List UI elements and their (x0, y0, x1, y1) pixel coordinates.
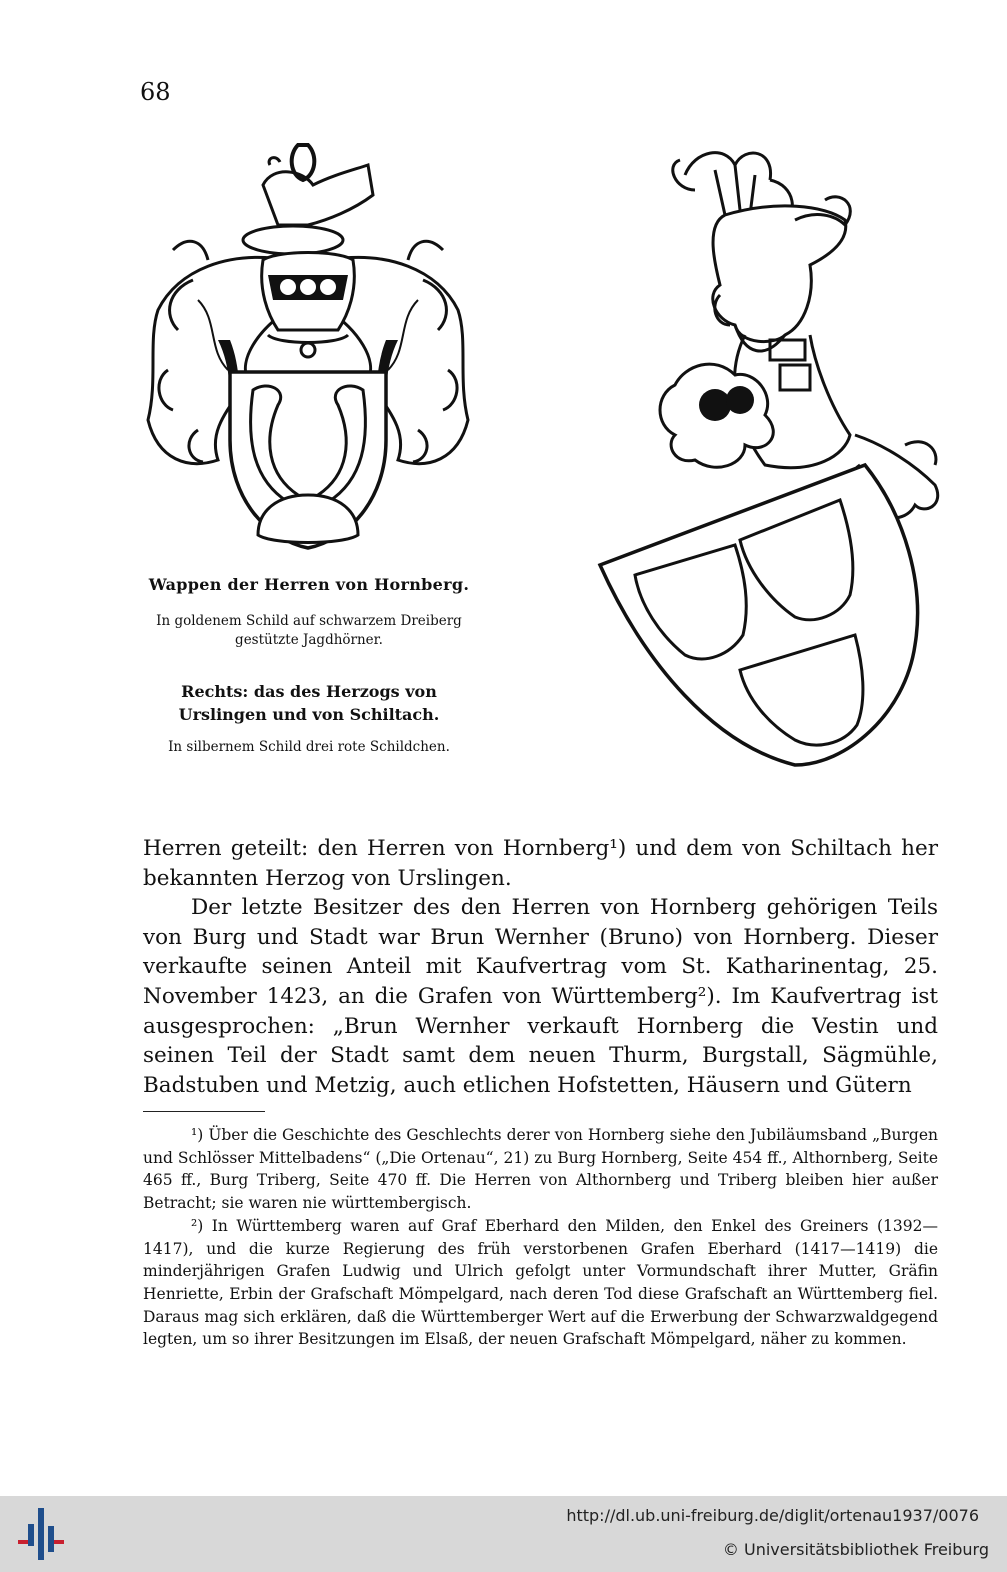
hornberg-coat-of-arms (138, 140, 478, 555)
page-number: 68 (140, 78, 171, 106)
right-caption-title: Rechts: das des Herzogs von Urslingen und von Schiltach. (178, 682, 440, 724)
copyright-notice: © Universitätsbibliothek Freiburg (722, 1540, 989, 1559)
right-caption-description: In silbernem Schild drei rote Schildchen. (168, 739, 450, 755)
footnote-1: ¹) Über die Geschichte des Geschlechts derer von Hornberg siehe den Jubiläumsband „Burgen und Schlösser Mittelbadens“ („Die Ortenau“, 21) zu Burg Hornberg, Seite 454 ff., Althornberg, Seite 465 ff., Burg Triberg, Seite 470 ff. Die Herren von Althornberg und Triberg bleiben hier außer Betracht; sie waren nie württembergisch. (143, 1126, 938, 1213)
library-footer (0, 1496, 1007, 1572)
footnote-2: ²) In Württemberg waren auf Graf Eberhard den Milden, den Enkel des Greiners (1392—1417), und die kurze Regierung des früh verstorbenen Grafen Eberhard (1417—1419) die minderjährigen Grafen Ludwig und Ulrich gefolgt unter Vormundschaft ihrer Mutter, Gräfin Henriette, Erbin der Grafschaft Mömpelgard, nach deren Tod diese Grafschaft an Württemberg fiel. Daraus mag sich erklären, daß die Württemberger Wert auf die Erwerbung der Schwarzwaldgegend legten, um so ihrer Besitzungen im Elsaß, der neuen Grafschaft Mömpelgard, näher zu kommen. (143, 1216, 938, 1349)
urslingen-coat-of-arms (595, 145, 955, 770)
left-caption-description: In goldenem Schild auf schwarzem Dreiberg gestützte Jagdhörner. (156, 613, 462, 648)
source-url[interactable]: http://dl.ub.uni-freiburg.de/diglit/ortenau1937/0076 (566, 1506, 979, 1525)
footnotes (143, 1124, 938, 1351)
paragraph-2: Der letzte Besitzer des den Herren von Hornberg gehörigen Teils von Burg und Stadt war Brun Wernher (Bruno) von Hornberg. Dieser verkaufte seinen Anteil mit Kaufvertrag vom St. Katharinentag, 25. November 1423, an die Grafen von Württemberg²). Im Kaufvertrag ist ausgesprochen: „Brun Wernher verkauft Hornberg die Vestin und seinen Teil der Stadt samt dem neuen Thurm, Burgstall, Sägmühle, Badstuben und Metzig, auch etlichen Hofstetten, Häusern und Gütern (143, 895, 938, 1098)
footnote-separator (143, 1111, 265, 1112)
paragraph-1: Herren geteilt: den Herren von Hornberg¹) und dem von Schiltach her bekannten Herzog von Urslingen. (143, 836, 938, 891)
left-caption-title: Wappen der Herren von Hornberg. (148, 575, 470, 594)
body-text (143, 834, 938, 1100)
library-logo-icon (18, 1504, 66, 1564)
